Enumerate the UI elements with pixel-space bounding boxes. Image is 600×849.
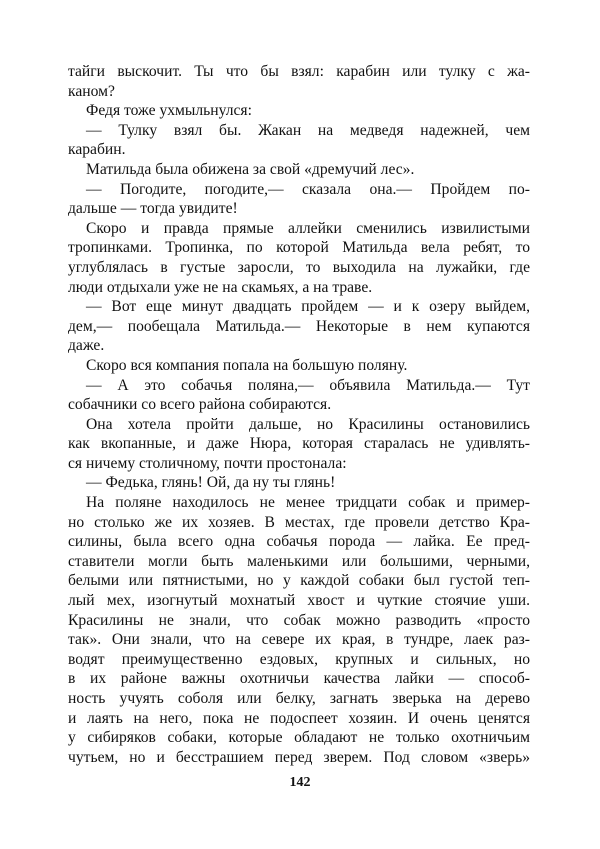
text-line: люди отдыхали уже не на скамьях, а на траве.	[68, 278, 373, 296]
text-line: и лаять на него, пока не подоспеет хозяин. И очень ценятся	[68, 709, 530, 727]
text-line: у сибиряков собаки, которые обладают не только охотничьим	[68, 729, 530, 747]
text-line: тропинками. Тропинка, по которой Матильда вела ребят, то	[68, 239, 530, 257]
page-number: 142	[289, 775, 311, 790]
text-line: — А это собачья поляна,— объявила Матильда.— Тут	[86, 376, 530, 394]
text-line: Она хотела пройти дальше, но Красилины остановились	[86, 415, 530, 433]
text-line: так». Они знали, что на севере их края, в тундре, лаек раз-	[68, 631, 530, 649]
text-line: ставители могли быть маленькими или большими, черными,	[68, 552, 530, 570]
text-line: как вкопанные, и даже Нюра, которая старалась не удивлять-	[68, 435, 530, 453]
text-line: карабин.	[68, 141, 126, 159]
text-line: силины, была всего одна собачья порода — лайка. Ее пред-	[68, 533, 530, 551]
text-line: дем,— пообещала Матильда.— Некоторые в нем купаются	[68, 317, 530, 335]
text-line: водят преимущественно ездовых, крупных и сильных, но	[68, 650, 530, 668]
text-line: — Вот еще минут двадцать пройдем — и к озеру выйдем,	[86, 298, 530, 316]
text-line: Скоро и правда прямые аллейки сменились извилистыми	[86, 219, 530, 237]
text-line: — Погодите, погодите,— сказала она.— Пройдем по-	[86, 180, 530, 198]
text-line: тайги выскочит. Ты что бы взял: карабин или тулку с жа-	[68, 63, 530, 80]
text-line: углублялась в густые заросли, то выходила на лужайки, где	[68, 258, 530, 276]
text-line: На поляне находилось не менее тридцати собак и пример-	[86, 494, 530, 512]
text-line: ся ничему столичному, почти простонала:	[68, 454, 347, 472]
text-line: в их районе важны охотничьи качества лайки — способ-	[68, 670, 530, 688]
text-line: белыми или пятнистыми, но у каждой собаки был густой теп-	[68, 572, 530, 590]
text-line: — Тулку взял бы. Жакан на медведя надежней, чем	[86, 121, 530, 139]
text-line: Красилины не знали, что собак можно разводить «просто	[68, 611, 530, 629]
text-line: лый мех, изогнутый мохнатый хвост и чуткие стоячие уши.	[68, 592, 530, 610]
text-line: даже.	[68, 337, 105, 355]
text-line: каном?	[68, 82, 115, 100]
text-line: Скоро вся компания попала на большую поляну.	[86, 356, 408, 374]
body-text	[68, 62, 530, 767]
text-line: собачники со всего района собираются.	[68, 396, 332, 414]
text-line: чутьем, но и бесстрашием перед зверем. Под словом «зверь»	[68, 748, 530, 766]
text-line: Матильда была обижена за свой «дремучий лес».	[86, 160, 415, 178]
text-line: — Федька, глянь! Ой, да ну ты глянь!	[86, 474, 336, 492]
text-line: Федя тоже ухмыльнулся:	[86, 102, 252, 120]
text-line: ность учуять соболя или белку, загнать зверька на дерево	[68, 690, 530, 707]
text-line: дальше — тогда увидите!	[68, 200, 238, 218]
text-line: но столько же их хозяев. В местах, где провели детство Кра-	[68, 513, 530, 531]
